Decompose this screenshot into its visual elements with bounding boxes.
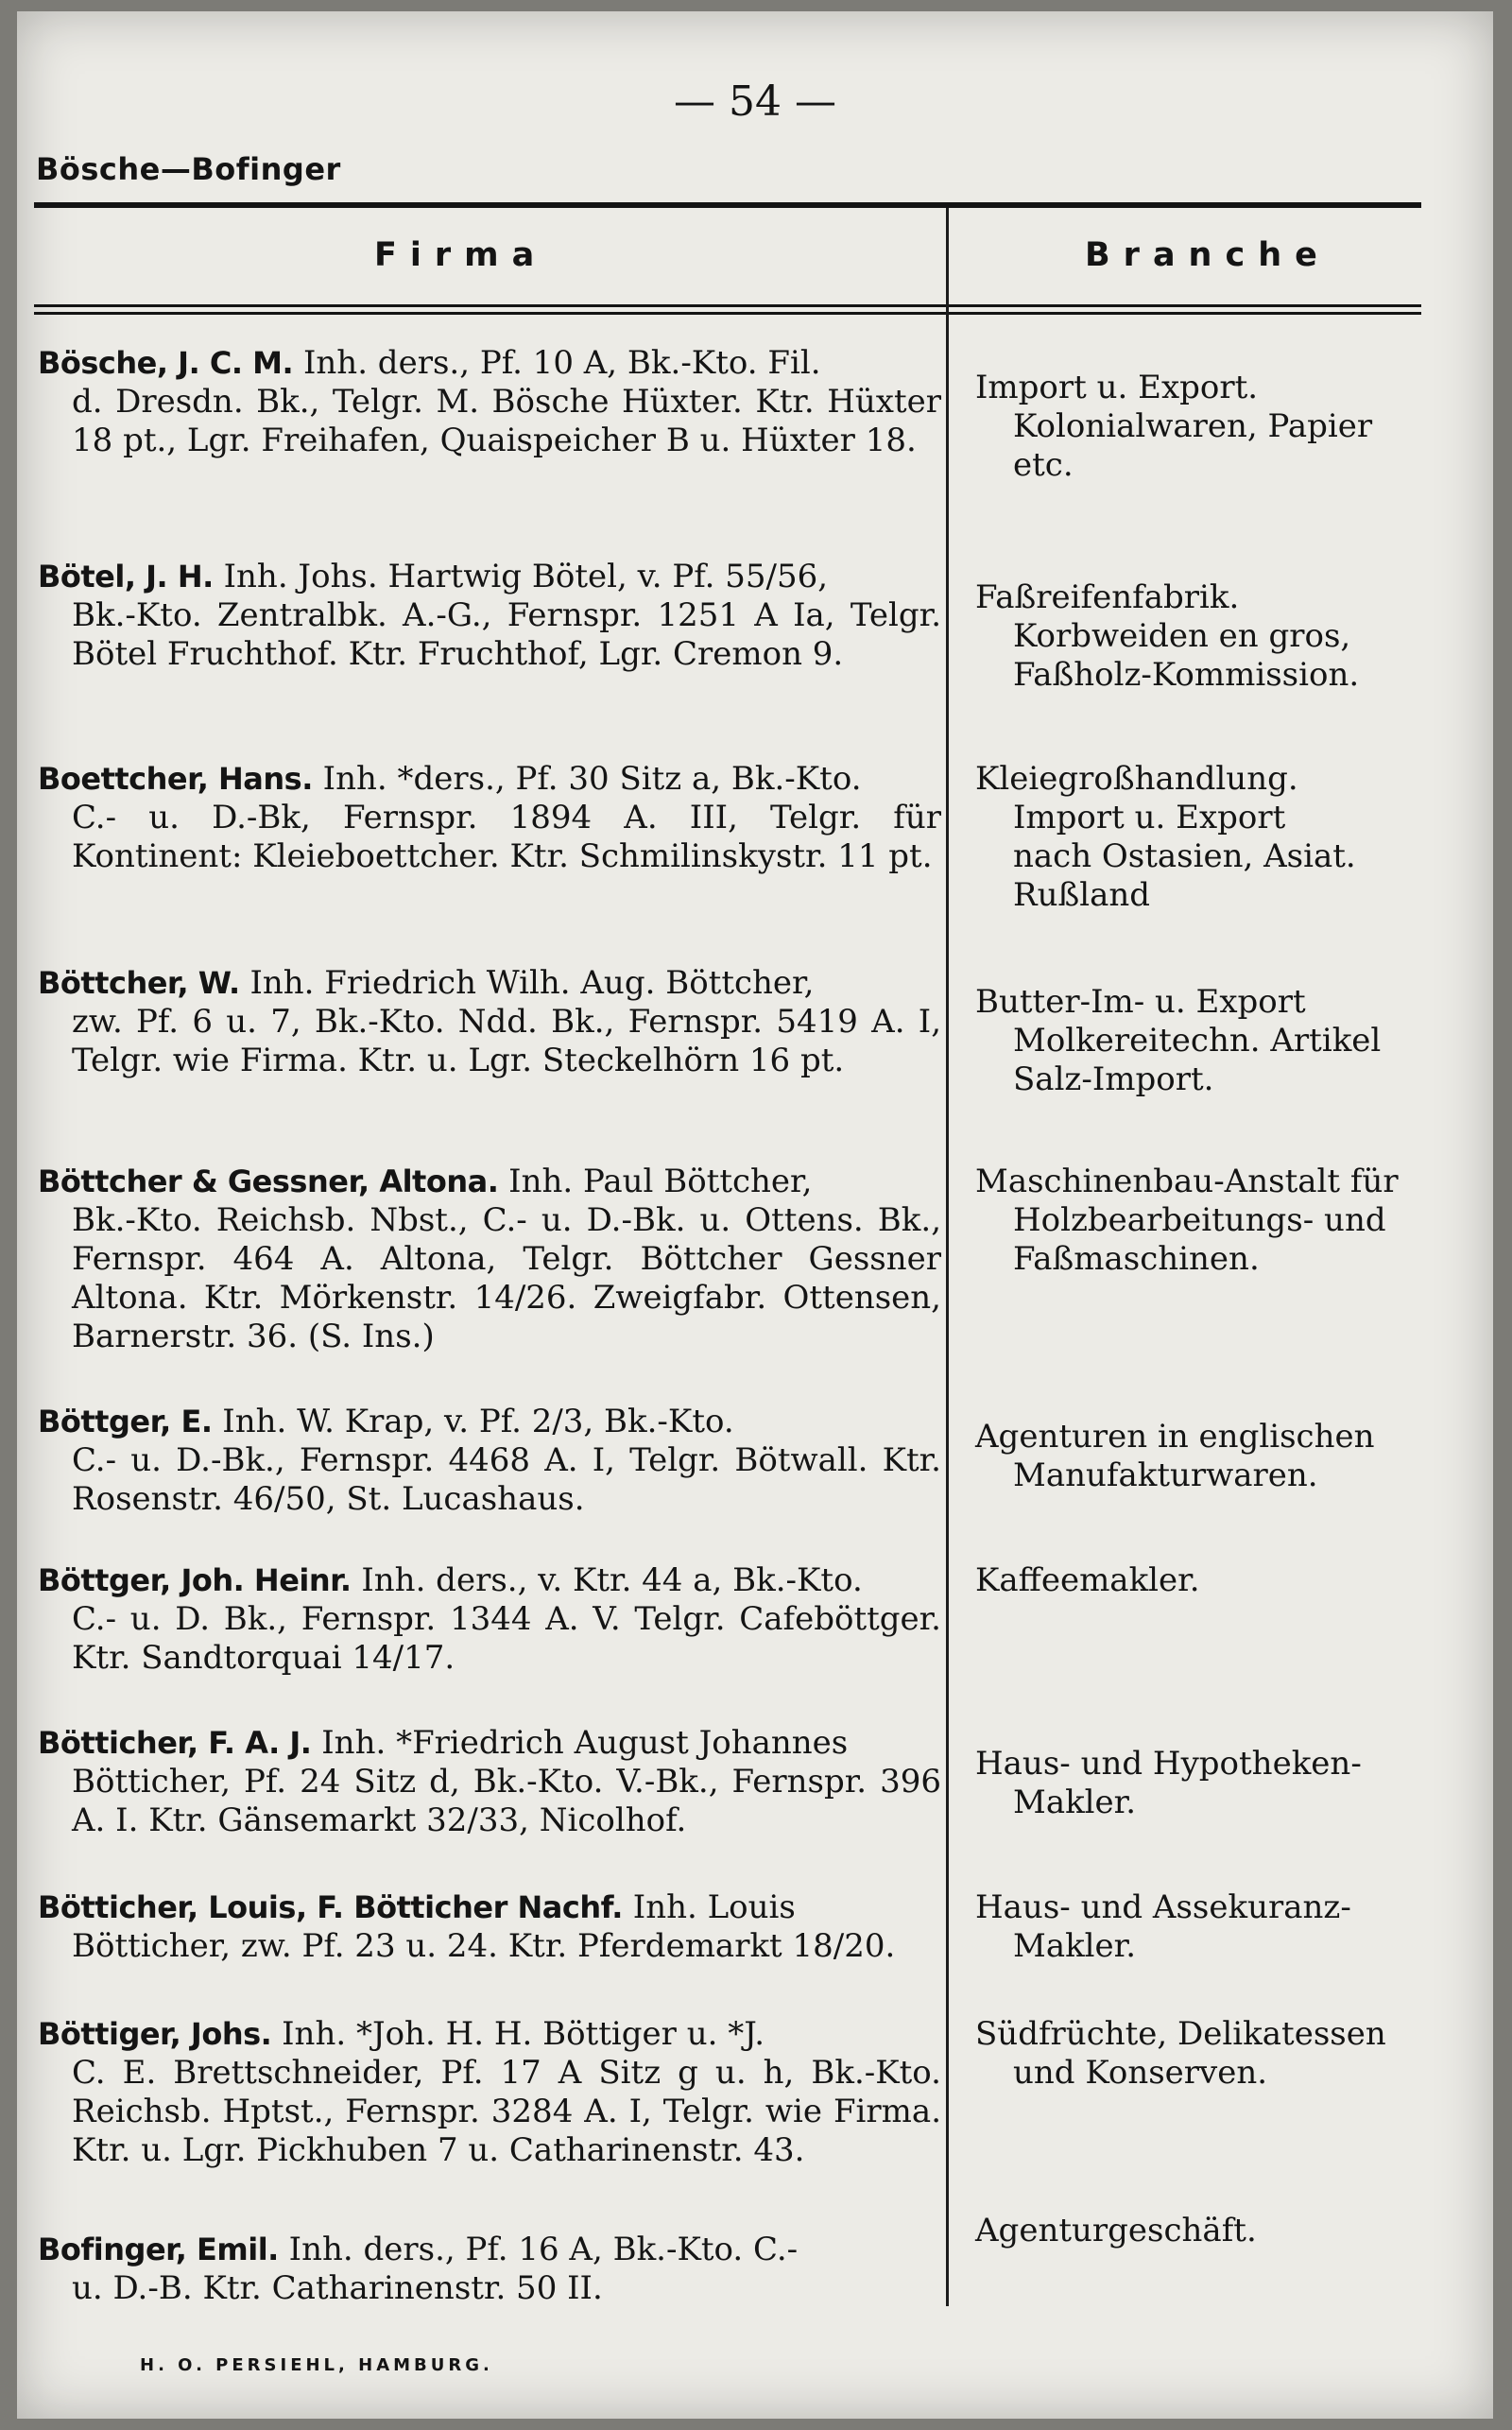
company-name: Bofinger, Emil. — [38, 2232, 279, 2267]
branche-line: Faßreifenfabrik. — [975, 578, 1240, 616]
column-header-row — [34, 208, 1421, 306]
branche-line: Faßmaschinen. — [1013, 1240, 1260, 1278]
entry-text-first: Inh. Johs. Hartwig Bötel, v. Pf. 55/56, — [223, 558, 829, 595]
double-rule-bottom — [34, 312, 1421, 315]
firma-cell — [38, 1724, 941, 1840]
branche-line: Manufakturwaren. — [1013, 1456, 1318, 1494]
branche-line: Faßholz-Kommission. — [1013, 656, 1360, 694]
branche-line: etc. — [1013, 446, 1074, 484]
entry-text-first: Inh. W. Krap, v. Pf. 2/3, Bk.-Kto. — [222, 1403, 734, 1440]
printer-imprint: H. O. PERSIEHL, HAMBURG. — [140, 2355, 493, 2375]
firma-cell — [38, 1561, 941, 1678]
entry-text-rest: C.- u. D.-Bk., Fernspr. 4468 A. I, Telgr. Bötwall. Ktr. Rosenstr. 46/50, St. Lucashaus. — [72, 1441, 941, 1518]
entry-text-rest: Bk.-Kto. Zentralbk. A.-G., Fernspr. 1251 A Ia, Telgr. Bötel Fruchthof. Ktr. Fruchthof, Lgr. Cremon 9. — [72, 596, 941, 673]
running-head: Bösche—Bofinger — [36, 151, 341, 187]
company-name: Böttcher, W. — [38, 965, 240, 1001]
branche-line: Kolonialwaren, Papier — [1013, 407, 1373, 445]
page-number: — 54 — — [674, 78, 836, 126]
branche-line: Maschinenbau-Anstalt für — [975, 1163, 1399, 1200]
company-name: Böttger, E. — [38, 1404, 213, 1439]
entry-text-rest: zw. Pf. 6 u. 7, Bk.-Kto. Ndd. Bk., Fernspr. 5419 A. I, Telgr. wie Firma. Ktr. u. Lgr. Steckelhörn 16 pt. — [72, 1003, 941, 1079]
firma-cell — [38, 344, 941, 460]
firma-cell — [38, 1163, 941, 1356]
entry-text-first: Inh. *ders., Pf. 30 Sitz a, Bk.-Kto. — [322, 760, 862, 798]
branche-cell — [975, 1745, 1467, 1822]
branche-cell — [975, 1418, 1467, 1495]
entry-text-first: Inh. Louis — [632, 1888, 796, 1926]
double-rule-top — [34, 304, 1421, 307]
entry-text-first: Inh. ders., Pf. 10 A, Bk.-Kto. Fil. — [302, 344, 821, 382]
directory-page — [17, 11, 1493, 2419]
entry-text-rest: u. D.-B. Ktr. Catharinenstr. 50 II. — [72, 2269, 603, 2307]
branche-cell — [975, 760, 1467, 915]
company-name: Bötel, J. H. — [38, 559, 214, 595]
branche-cell — [975, 983, 1467, 1099]
branche-line: Holzbearbeitungs- und — [1013, 1201, 1386, 1239]
entry-text-rest: C.- u. D.-Bk, Fernspr. 1894 A. III, Telgr. für Kontinent: Kleieboettcher. Ktr. Schmilinskystr. 11 pt. — [72, 799, 941, 875]
company-name: Bötticher, F. A. J. — [38, 1725, 312, 1761]
branche-cell — [975, 1163, 1467, 1279]
branche-line: Import u. Export. — [975, 369, 1259, 406]
company-name: Bötticher, Louis, F. Bötticher Nachf. — [38, 1889, 623, 1925]
firma-cell — [38, 1888, 941, 1966]
entry-text-first: Inh. ders., Pf. 16 A, Bk.-Kto. C.- — [288, 2231, 799, 2268]
company-name: Böttger, Joh. Heinr. — [38, 1562, 352, 1598]
branche-line: Korbweiden en gros, — [1013, 617, 1351, 655]
entry-text-first: Inh. ders., v. Ktr. 44 a, Bk.-Kto. — [361, 1561, 863, 1599]
branche-line: Butter-Im- u. Export — [975, 983, 1306, 1021]
branche-line: Kleiegroßhandlung. — [975, 760, 1298, 798]
branche-line: Salz-Import. — [1013, 1060, 1214, 1098]
entry-text-first: Inh. *Joh. H. H. Böttiger u. *J. — [282, 2015, 765, 2053]
branche-cell — [975, 2212, 1467, 2250]
branche-cell — [975, 369, 1467, 485]
firma-cell — [38, 964, 941, 1080]
branche-line: Import u. Export — [1013, 799, 1286, 836]
branche-line: Agenturen in englischen — [975, 1418, 1375, 1456]
company-name: Boettcher, Hans. — [38, 761, 313, 797]
branche-cell — [975, 1561, 1467, 1600]
branche-line: Kaffeemakler. — [975, 1561, 1200, 1599]
branche-line: Molkereitechn. Artikel — [1013, 1022, 1382, 1060]
branche-line: und Konserven. — [1013, 2054, 1268, 2092]
entry-text-first: Inh. Friedrich Wilh. Aug. Böttcher, — [249, 964, 815, 1002]
firma-cell — [38, 760, 941, 876]
branche-cell — [975, 2015, 1467, 2093]
branche-line: Südfrüchte, Delikatessen — [975, 2015, 1386, 2053]
branche-line: nach Ostasien, Asiat. — [1013, 837, 1356, 875]
branche-line: Makler. — [1013, 1784, 1137, 1821]
company-name: Böttcher & Gessner, Altona. — [38, 1163, 499, 1199]
branche-line: Agenturgeschäft. — [975, 2212, 1257, 2249]
entry-text-first: Inh. *Friedrich August Johannes — [321, 1724, 849, 1762]
branche-cell — [975, 578, 1467, 695]
entry-text-rest: Bk.-Kto. Reichsb. Nbst., C.- u. D.-Bk. u. Ottens. Bk., Fernspr. 464 A. Altona, Telgr. Böttcher Gessner Altona. Ktr. Mörkenstr. 14/26. Zweigfabr. Ottensen, Barnerstr. 36. (S. Ins.) — [72, 1201, 941, 1355]
firma-cell — [38, 1403, 941, 1519]
firma-cell — [38, 2015, 941, 2170]
entry-text-first: Inh. Paul Böttcher, — [508, 1163, 813, 1200]
branche-line: Haus- und Assekuranz- — [975, 1888, 1351, 1926]
entry-text-rest: Bötticher, Pf. 24 Sitz d, Bk.-Kto. V.-Bk., Fernspr. 396 A. I. Ktr. Gänsemarkt 32/33, Nicolhof. — [72, 1763, 941, 1839]
column-header-branche: Branche — [1085, 236, 1331, 274]
entry-text-rest: C. E. Brettschneider, Pf. 17 A Sitz g u. h, Bk.-Kto. Reichsb. Hptst., Fernspr. 3284 A. I, Telgr. wie Firma. Ktr. u. Lgr. Pickhuben 7 u. Catharinenstr. 43. — [72, 2054, 941, 2169]
company-name: Böttiger, Johs. — [38, 2016, 272, 2052]
company-name: Bösche, J. C. M. — [38, 345, 294, 381]
entry-text-rest: Bötticher, zw. Pf. 23 u. 24. Ktr. Pferdemarkt 18/20. — [72, 1927, 896, 1965]
branche-line: Makler. — [1013, 1927, 1137, 1965]
column-divider — [946, 208, 949, 2306]
branche-line: Rußland — [1013, 876, 1151, 914]
firma-cell — [38, 2231, 941, 2308]
entry-text-rest: C.- u. D. Bk., Fernspr. 1344 A. V. Telgr. Cafeböttger. Ktr. Sandtorquai 14/17. — [72, 1600, 941, 1677]
branche-cell — [975, 1888, 1467, 1966]
branche-line: Haus- und Hypotheken- — [975, 1745, 1362, 1783]
entry-text-rest: d. Dresdn. Bk., Telgr. M. Bösche Hüxter. Ktr. Hüxter 18 pt., Lgr. Freihafen, Quaispeicher B u. Hüxter 18. — [72, 383, 941, 459]
column-header-firma: Firma — [374, 236, 548, 274]
firma-cell — [38, 558, 941, 674]
